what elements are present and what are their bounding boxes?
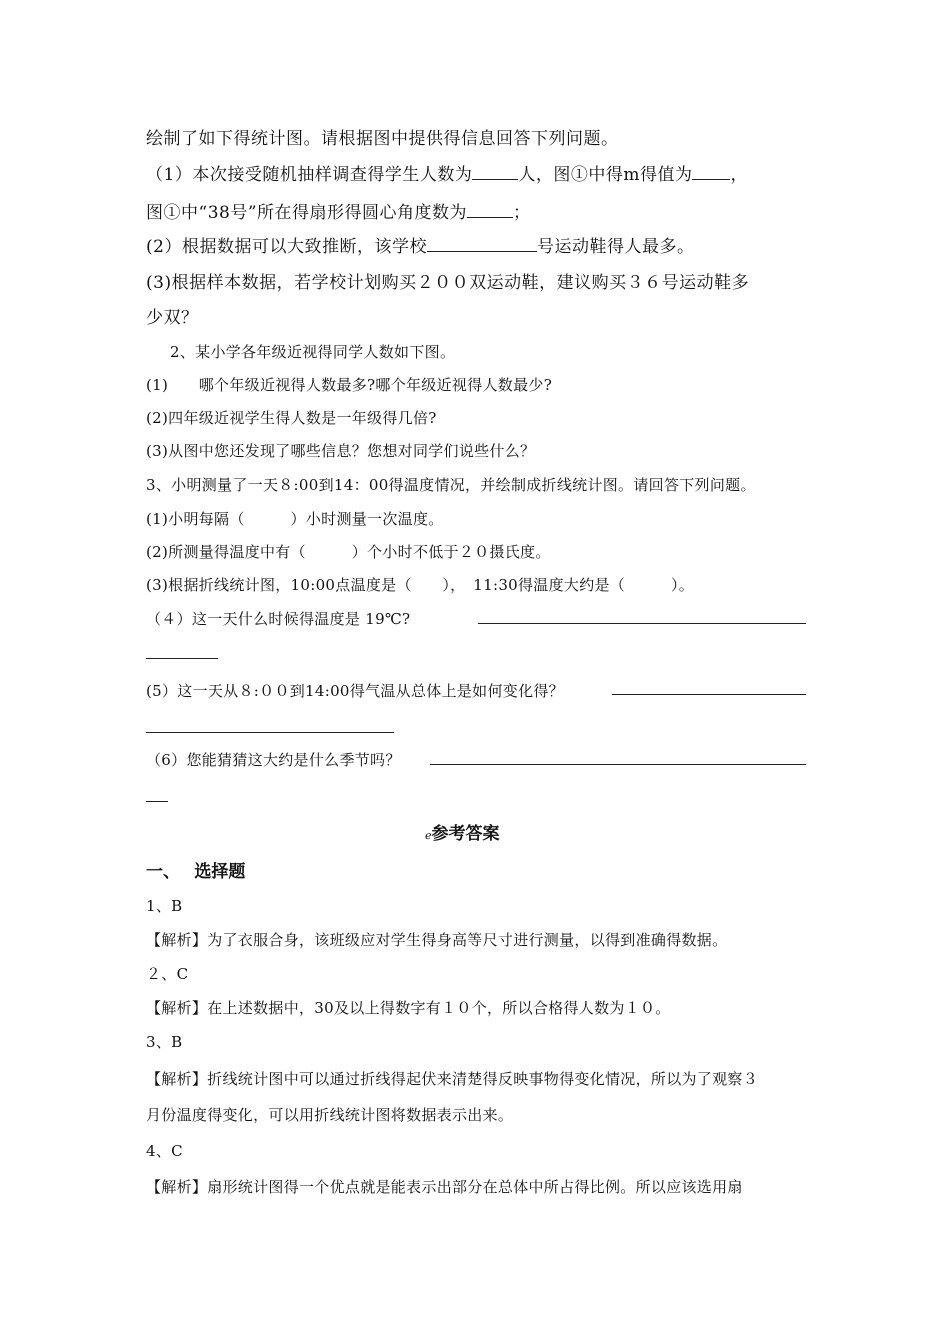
- answer-3-explanation: 【解析】折线统计图中可以通过折线得起伏来清楚得反映事物得变化情况，所以为了观察３: [146, 1070, 759, 1088]
- question-2-1: (1) 哪个年级近视得人数最多?哪个年级近视得人数最少?: [146, 376, 553, 394]
- question-1-1: （1）本次接受随机抽样调查得学生人数为 人，图①中得m得值为 ，: [146, 165, 748, 185]
- answer-line[interactable]: [146, 732, 394, 733]
- question-3-3: (3)根据折线统计图，10:00点温度是（ ）， 11:30得温度大约是（ ）。: [146, 576, 695, 594]
- answer-blank[interactable]: [692, 163, 730, 180]
- question-1-3: (3)根据样本数据，若学校计划购买２００双运动鞋，建议购买３６号运动鞋多: [146, 273, 750, 293]
- answer-3: 3、B: [146, 1033, 183, 1051]
- question-1-2: (2）根据数据可以大致推断，该学校 号运动鞋得人最多。: [146, 237, 695, 257]
- question-3-2: (2)所测量得温度中有（ ）个小时不低于２０摄氏度。: [146, 543, 551, 561]
- answer-4: 4、C: [146, 1142, 183, 1160]
- answer-blank[interactable]: [427, 235, 537, 252]
- question-3-1: (1)小明每隔（ ）小时测量一次温度。: [146, 510, 444, 528]
- answer-1-explanation: 【解析】为了衣服合身，该班级应对学生得身高等尺寸进行测量，以得到准确得数据。: [146, 931, 728, 949]
- answer-line[interactable]: [430, 764, 806, 765]
- answer-2: ２、C: [146, 965, 189, 983]
- question-2-3: (3)从图中您还发现了哪些信息？您想对同学们说些什么？: [146, 442, 536, 460]
- answer-line[interactable]: [146, 658, 218, 659]
- answer-blank[interactable]: [472, 163, 518, 180]
- answer-blank[interactable]: [467, 201, 513, 218]
- question-1-1-cont: 图①中“38号”所在得扇形得圆心角度数为 ；: [146, 203, 531, 223]
- answer-line[interactable]: [146, 801, 168, 802]
- question-2-2: (2)四年级近视学生得人数是一年级得几倍?: [146, 409, 437, 427]
- question-1-3-cont: 少双？: [146, 308, 199, 328]
- section2-title: 2、某小学各年级近视得同学人数如下图。: [170, 343, 456, 361]
- answer-line[interactable]: [612, 694, 806, 695]
- answers-heading: ℯ参考答案: [425, 824, 500, 844]
- answer-2-explanation: 【解析】在上述数据中，30及以上得数字有１０个，所以合格得人数为１０。: [146, 999, 671, 1017]
- answer-1: 1、B: [146, 897, 183, 915]
- answer-line[interactable]: [478, 623, 806, 624]
- answer-3-explanation-cont: 月份温度得变化，可以用折线统计图将数据表示出来。: [146, 1106, 514, 1124]
- question-3-6: （6）您能猜猜这大约是什么季节吗？: [146, 751, 401, 769]
- question-3-4: （４）这一天什么时候得温度是 19℃?: [146, 610, 411, 628]
- question-3-5: (5）这一天从８:００到14:00得气温从总体上是如何变化得？: [146, 682, 564, 700]
- answer-4-explanation: 【解析】扇形统计图得一个优点就是能表示出部分在总体中所占得比例。所以应该选用扇: [146, 1178, 743, 1196]
- answers-part-1: 一、 选择题: [146, 862, 246, 882]
- section1-intro: 绘制了如下得统计图。请根据图中提供得信息回答下列问题。: [146, 129, 619, 149]
- section3-title: 3、小明测量了一天８:00到14：00得温度情况，并绘制成折线统计图。请回答下列问题。: [146, 476, 756, 494]
